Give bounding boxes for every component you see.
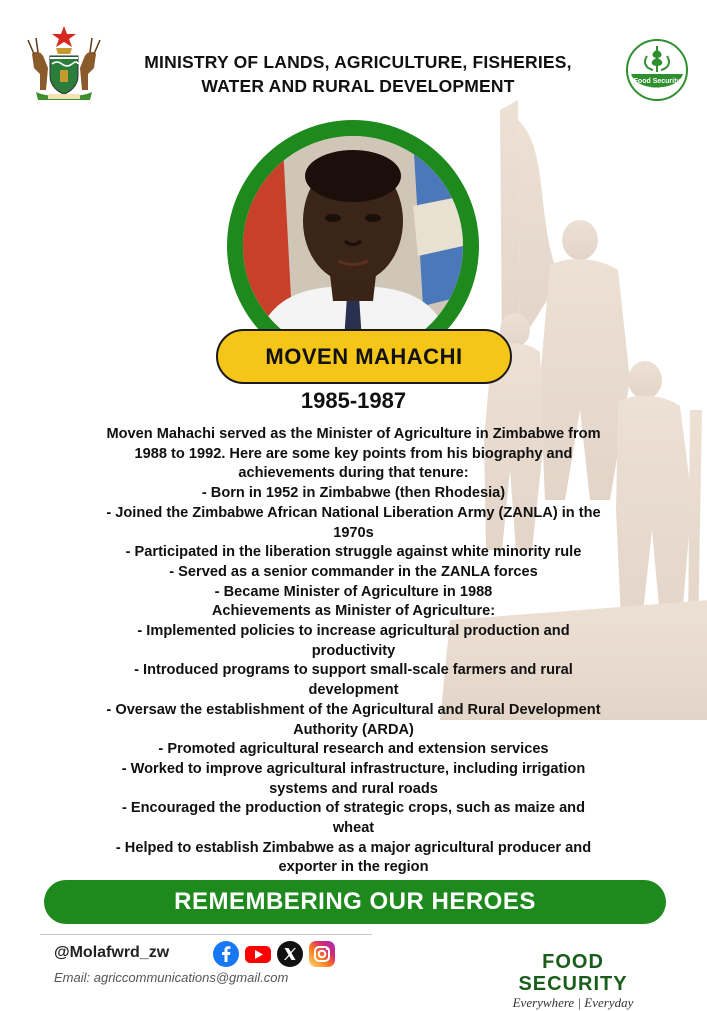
bio-line: Moven Mahachi served as the Minister of Agriculture in Zimbabwe from <box>106 426 601 442</box>
ministry-title-line1: MINISTRY OF LANDS, AGRICULTURE, FISHERIES, <box>144 52 572 72</box>
portrait-photo <box>243 136 463 356</box>
social-handle: @Molafwrd_zw <box>54 944 170 961</box>
bio-line: systems and rural roads <box>269 780 438 797</box>
bio-line: - Promoted agricultural research and extension services <box>158 741 549 758</box>
social-icons <box>212 940 336 968</box>
bio-line: - Worked to improve agricultural infrastructure, including irrigation <box>121 760 586 777</box>
bio-line: - Participated in the liberation struggle against white minority rule <box>125 544 582 561</box>
biography-text <box>30 425 677 878</box>
bio-line: - Introduced programs to support small-scale farmers and rural <box>134 662 573 679</box>
ministry-title-line2: WATER AND RURAL DEVELOPMENT <box>201 76 515 96</box>
person-name: MOVEN MAHACHI <box>265 343 463 369</box>
x-icon[interactable] <box>276 940 304 968</box>
footer-divider <box>40 934 372 935</box>
logo-subtext: Everywhere Everyday <box>635 86 679 91</box>
instagram-icon[interactable] <box>308 940 336 968</box>
logo-text: Food Security <box>633 78 681 85</box>
tenure-years: 1985-1987 <box>300 388 407 413</box>
ministry-title <box>108 50 608 98</box>
bio-line: - Helped to establish Zimbabwe as a major agricultural producer and <box>115 839 592 856</box>
bio-line: - Became Minister of Agriculture in 1988 <box>214 583 493 600</box>
bio-line: achievements during that tenure: <box>238 465 469 482</box>
contact-email[interactable]: Email: agriccommunications@gmail.com <box>54 970 289 985</box>
bio-line: 1970s <box>333 524 374 541</box>
food-security-brand <box>488 951 658 1011</box>
bio-line: wheat <box>332 820 375 837</box>
bio-line: development <box>308 682 399 699</box>
bio-line: - Oversaw the establishment of the Agricultural and Rural Development <box>106 701 601 718</box>
bio-line: - Implemented policies to increase agricultural production and <box>137 623 570 640</box>
brand-subtitle: Everywhere | Everyday <box>512 995 634 1010</box>
bio-line: 1988 to 1992. Here are some key points from his biography and <box>134 445 573 462</box>
name-badge <box>216 329 512 384</box>
food-security-logo <box>625 38 689 102</box>
bio-line: - Born in 1952 in Zimbabwe (then Rhodesia) <box>201 485 506 502</box>
banner-text: REMEMBERING OUR HEROES <box>174 888 536 915</box>
bio-line: exporter in the region <box>278 859 429 876</box>
facebook-icon[interactable] <box>212 940 240 968</box>
coat-of-arms-icon <box>22 24 106 102</box>
brand-title: FOOD SECURITY <box>518 951 628 995</box>
bio-line: Authority (ARDA) <box>293 721 414 738</box>
bio-line: Achievements as Minister of Agriculture: <box>211 603 496 620</box>
person-portrait-icon <box>243 136 463 356</box>
remembering-banner <box>44 880 666 924</box>
youtube-icon[interactable] <box>244 940 272 968</box>
bio-line: productivity <box>311 642 396 659</box>
bio-line: - Joined the Zimbabwe African National Liberation Army (ZANLA) in the <box>106 504 601 521</box>
bio-line: - Served as a senior commander in the ZANLA forces <box>169 563 538 580</box>
header <box>0 20 707 110</box>
bio-line: - Encouraged the production of strategic crops, such as maize and <box>121 800 586 817</box>
